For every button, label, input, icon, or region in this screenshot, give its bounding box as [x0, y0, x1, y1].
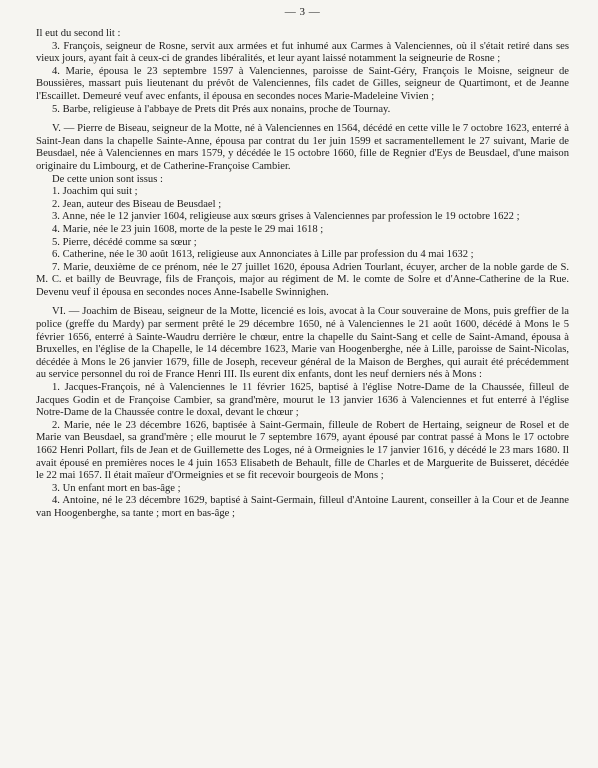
paragraph-child-jacques-francois: 1. Jacques-François, né à Valenciennes le 11 février 1625, baptisé à l'église Notre-Dame de la Chaussée, filleul de Jacques Godin et de Françoise Cambier, sa grand'mère, mourut le 13 janvier 1636 à Valenciennes et fut enterré à l'église Notre-Dame de la Chaussée contre le doxal, devant le chœur ; — [36, 382, 569, 419]
paragraph-child-antoine: 4. Antoine, né le 23 décembre 1629, baptisé à Saint-Germain, filleul d'Antoine Laurent, conseiller à la Cour et de Jeanne van Hoogenberghe, sa tante ; mort en bas-âge ; — [36, 495, 569, 519]
paragraph-child-pierre: 5. Pierre, décédé comme sa sœur ; — [52, 236, 197, 248]
paragraph-union-issue: De cette union sont issus : — [52, 173, 163, 185]
paragraph-child-marie-1620: 7. Marie, deuxième de ce prénom, née le 27 juillet 1620, épousa Adrien Tourlant, écuyer, archer de la noble garde de S. M. C. et bailly de Beuvrage, fils de François, major au régiment de M. le comte de Solre et d'Anne-Catherine de la Rue. Devenu veuf il épousa en secondes noces Anne-Isabelle Swinnighen. — [36, 261, 569, 298]
paragraph-child-francois: 3. François, seigneur de Rosne, servit aux armées et fut inhumé aux Carmes à Valenciennes, où il s'était retiré dans ses vieux jours, ayant fait à ceux-ci de grandes libéralités, et leur ayant laissé notamment la seigneurie de Rosne ; — [36, 40, 569, 65]
paragraph-second-marriage-intro: Il eut du second lit : — [36, 28, 121, 39]
page-number: — 3 — — [284, 6, 321, 18]
paragraph-generation-v: V. — Pierre de Biseau, seigneur de la Motte, né à Valenciennes en 1564, décédé en cette ville le 7 octobre 1623, enterré à Saint-Jean dans la chapelle Sainte-Anne, épousa par contrat du 1er juin 1599 et sacramentellement le 27 suivant, Marie de Beusdael, née à Valenciennes en mars 1579, y décédée le 15 octobre 1660, fille de Regnier d'Eys de Beusdael, d'une maison originaire du Limbourg, et de Catherine-Françoise Cambier. — [36, 123, 569, 172]
paragraph-child-marie: 4. Marie, épousa le 23 septembre 1597 à Valenciennes, paroisse de Saint-Géry, François le Moisne, seigneur de Boussières, massart puis lieutenant du prévôt de Valenciennes, fils cadet de Gilles, seigneur de Quartimont, et de Jeanne l'Escaillet. Demeuré veuf avec enfants, il épousa en secondes noces Marie-Madeleine Vivien ; — [36, 65, 569, 102]
paragraph-child-catherine: 6. Catherine, née le 30 août 1613, religieuse aux Annonciates à Lille par profession du 4 mai 1632 ; — [52, 249, 474, 261]
paragraph-child-infant: 3. Un enfant mort en bas-âge ; — [52, 482, 181, 494]
paragraph-child-marie-1626: 2. Marie, née le 23 décembre 1626, baptisée à Saint-Germain, filleule de Robert de Hertaing, seigneur de Rosel et de Marie van Beusdael, sa grand'mère ; elle mourut le 7 septembre 1679, ayant épousé par contrat passé à Mons le 17 octobre 1662 Henri Pollart, fils de Jean et de Guillemette des Loges, né à Ormeignies le 17 janvier 1616, y décédé le 23 mars 1680. Il avait épousé en premières noces le 4 juin 1653 Elisabeth de Behault, fille de Charles et de Marguerite de Buisseret, décédée le 22 mai 1657. Il était maïeur d'Ormeignies et se fit recevoir bourgeois de Mons ; — [36, 419, 569, 482]
paragraph-generation-vi: VI. — Joachim de Biseau, seigneur de la Motte, licencié es lois, avocat à la Cour souveraine de Mons, puis greffier de la police (greffe du Mardy) par serment prêté le 29 décembre 1650, né à Valenciennes le 21 août 1600, décédé à Mons le 5 février 1656, enterré à Sainte-Waudru derrière le chœur, entre la chapelle du Saint-Sang et celle de Saint-Amand, épousa à Bruxelles, en l'église de la Chapelle, le 14 décembre 1623, Marie van Hoogenberghe, née à Lille, paroisse de Saint-Nicolas, décédée à Mons le 26 janvier 1679, fille de Joseph, receveur général de la Maison de Berghes, qui aurait été précédemment au service personnel du roi de France Henri III. Ils eurent dix enfants, dont les neuf derniers nés à Mons : — [36, 306, 569, 381]
paragraph-child-barbe: 5. Barbe, religieuse à l'abbaye de Prets dit Prés aux nonains, proche de Tournay. — [52, 103, 391, 115]
paragraph-child-anne: 3. Anne, née le 12 janvier 1604, religieuse aux sœurs grises à Valenciennes par profession le 19 octobre 1622 ; — [52, 211, 520, 223]
section-gap — [36, 116, 569, 123]
paragraph-child-marie-1608: 4. Marie, née le 23 juin 1608, morte de la peste le 29 mai 1618 ; — [52, 223, 324, 235]
section-gap — [36, 299, 569, 306]
paragraph-child-joachim: 1. Joachim qui suit ; — [52, 186, 138, 198]
paragraph-child-jean: 2. Jean, auteur des Biseau de Beusdael ; — [52, 198, 222, 210]
